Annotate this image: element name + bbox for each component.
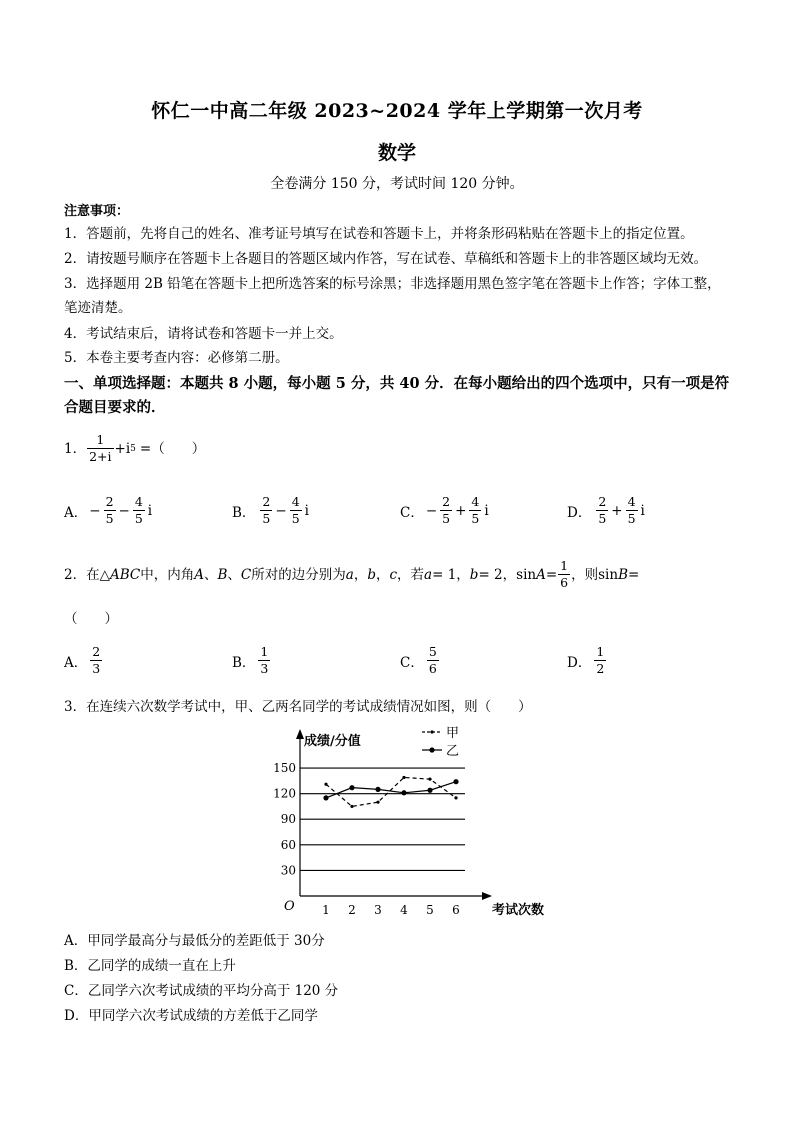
option-label: B． — [232, 504, 256, 521]
q2-fraction — [558, 558, 570, 591]
frac-den: 5 — [105, 511, 114, 526]
x-tick-label: 4 — [400, 903, 408, 917]
frac-den: 5 — [471, 511, 480, 526]
option-sign: − — [118, 502, 130, 519]
q1-option-a[interactable] — [64, 494, 152, 527]
option-fraction — [626, 494, 638, 527]
option-label: D． — [567, 504, 592, 521]
q2-text: 、 — [227, 566, 241, 583]
legend-marker — [429, 747, 434, 752]
chart-legend — [422, 726, 459, 759]
q1-option-b[interactable] — [232, 494, 309, 527]
option-unit: i — [484, 502, 489, 519]
chart-series — [323, 776, 458, 808]
note-item: 4．考试结束后，请将试卷和答题卡一并上交。 — [64, 326, 343, 342]
q2-text: = — [627, 566, 640, 583]
frac-den: 3 — [260, 661, 269, 676]
series-yi-point — [323, 795, 328, 800]
q3-option-b[interactable]: B．乙同学的成绩一直在上升 — [64, 958, 236, 974]
y-tick-labels — [273, 761, 296, 877]
q2-text: = 2，sin — [478, 566, 537, 583]
option-fraction — [290, 494, 302, 527]
series-jia-point — [324, 783, 327, 786]
option-sign: − — [275, 502, 287, 519]
question-2 — [64, 558, 639, 591]
q2-text: 2．在△ — [64, 566, 110, 583]
frac-den: 5 — [442, 511, 451, 526]
frac-num: 1 — [560, 558, 569, 573]
q2-var: b — [469, 566, 479, 583]
frac-den: 6 — [560, 575, 569, 590]
q1-frac-num: 1 — [87, 432, 113, 449]
exam-meta: 全卷满分 150 分，考试时间 120 分钟。 — [270, 176, 524, 192]
series-yi-point — [375, 787, 380, 792]
q2-text: 、 — [203, 566, 218, 583]
score-line-chart — [270, 724, 545, 924]
q2-var: A — [194, 566, 204, 583]
frac-num: 4 — [627, 494, 636, 509]
section-heading: 一、单项选择题：本题共 8 小题，每小题 5 分，共 40 分．在每小题给出的四个选项中，只有一项是符合题目要求的． — [64, 375, 730, 416]
question-1 — [64, 432, 205, 465]
q2-blank: （ ） — [64, 611, 118, 627]
frac-den: 5 — [291, 511, 300, 526]
y-tick-label: 30 — [280, 863, 296, 878]
q3-option-d[interactable]: D．甲同学六次考试成绩的方差低于乙同学 — [64, 1008, 318, 1024]
series-yi-point — [401, 790, 406, 795]
exam-title: 怀仁一中高二年级 2023~2024 学年上学期第一次月考 — [151, 100, 643, 122]
option-label: B． — [232, 654, 256, 671]
notes-heading: 注意事项： — [64, 204, 130, 219]
x-tick-label: 2 — [348, 903, 356, 917]
legend-marker — [430, 730, 433, 733]
q1-plus: +i — [114, 440, 131, 457]
option-fraction — [440, 494, 452, 527]
legend-label: 乙 — [446, 744, 460, 759]
option-fraction — [427, 644, 439, 677]
q2-text: = — [545, 566, 558, 583]
series-jia-point — [376, 801, 379, 804]
q1-tail: =（ ） — [139, 440, 206, 457]
note-item: 1．答题前，先将自己的姓名、准考证号填写在试卷和答题卡上，并将条形码粘贴在答题卡上的指定位置。 — [64, 226, 694, 242]
x-axis-label: 考试次数 — [492, 903, 545, 918]
x-tick-labels — [322, 903, 460, 917]
option-fraction — [596, 494, 608, 527]
frac-num: 2 — [262, 494, 271, 509]
frac-den: 5 — [598, 511, 607, 526]
note-item: 3．选择题用 2B 铅笔在答题卡上把所选答案的标号涂黑；非选择题用黑色签字笔在答题卡上作答；字体工整，笔迹清楚。 — [64, 276, 721, 316]
q2-var: a — [424, 566, 433, 583]
q1-option-d[interactable] — [567, 494, 645, 527]
option-fraction — [469, 494, 481, 527]
frac-num: 2 — [598, 494, 607, 509]
x-tick-label: 1 — [322, 903, 330, 917]
frac-num: 5 — [428, 644, 437, 659]
y-axis-arrow — [296, 729, 304, 739]
question-3: 3．在连续六次数学考试中，甲、乙两名同学的考试成绩情况如图，则（ ） — [64, 699, 532, 715]
option-label: C． — [400, 504, 424, 521]
series-jia-point — [350, 805, 353, 808]
frac-den: 2 — [596, 661, 605, 676]
option-sign: + — [611, 502, 623, 519]
x-tick-label: 6 — [452, 903, 460, 917]
note-item: 5．本卷主要考查内容：必修第二册。 — [64, 350, 289, 366]
q2-text: ，则sin — [571, 566, 619, 583]
series-jia-line — [326, 777, 456, 806]
option-fraction — [258, 644, 270, 677]
q2-var: B — [618, 566, 628, 583]
q2-text: ， — [353, 566, 368, 583]
q2-text: = 1， — [432, 566, 470, 583]
q2-var: a — [345, 566, 354, 583]
y-tick-label: 90 — [280, 812, 296, 827]
frac-num: 4 — [291, 494, 300, 509]
option-fraction — [133, 494, 145, 527]
y-tick-label: 60 — [280, 837, 296, 852]
q2-text: ， — [375, 566, 390, 583]
option-label: A． — [64, 504, 88, 521]
frac-den: 5 — [627, 511, 636, 526]
option-fraction — [90, 644, 102, 677]
frac-num: 2 — [442, 494, 451, 509]
frac-num: 4 — [471, 494, 480, 509]
option-label: D． — [567, 654, 592, 671]
option-unit: i — [640, 502, 645, 519]
q2-var: B — [217, 566, 228, 583]
q2-var: ABC — [109, 566, 141, 583]
q2-option-c[interactable] — [400, 644, 440, 677]
option-unit: i — [304, 502, 309, 519]
option-sign: − — [425, 502, 438, 519]
x-tick-label: 3 — [374, 903, 382, 917]
exam-subject: 数学 — [377, 142, 416, 164]
q2-var: c — [389, 566, 398, 583]
option-fraction — [594, 644, 606, 677]
q1-exp: 5 — [130, 443, 136, 454]
q2-text: 所对的边分别为 — [251, 566, 346, 583]
option-sign: − — [89, 502, 101, 519]
q2-var: C — [240, 566, 252, 583]
series-jia-point — [454, 796, 457, 799]
frac-num: 1 — [260, 644, 269, 659]
option-unit: i — [147, 502, 153, 519]
option-fraction — [260, 494, 272, 527]
q2-text: 中，内角 — [140, 566, 195, 583]
option-fraction — [104, 494, 116, 527]
frac-num: 4 — [134, 494, 143, 509]
frac-den: 3 — [92, 661, 101, 676]
frac-num: 2 — [92, 644, 101, 659]
option-label: A． — [64, 654, 88, 671]
q3-option-c[interactable]: C．乙同学六次考试成绩的平均分高于 120 分 — [64, 983, 339, 999]
q2-option-b[interactable] — [232, 644, 271, 677]
q1-option-c[interactable] — [400, 494, 489, 527]
q2-var: b — [367, 566, 376, 583]
frac-num: 1 — [596, 644, 605, 659]
legend-label: 甲 — [446, 726, 460, 741]
frac-den: 5 — [134, 511, 143, 526]
x-axis-arrow — [482, 892, 492, 900]
x-tick-label: 5 — [426, 903, 434, 917]
q3-option-a[interactable]: A．甲同学最高分与最低分的差距低于 30分 — [64, 933, 325, 949]
y-axis-label: 成绩/分值 — [304, 734, 361, 749]
series-yi-point — [427, 788, 432, 793]
q2-option-d[interactable] — [567, 644, 607, 677]
q1-frac-den: 2+i — [89, 449, 112, 464]
q1-number: 1． — [64, 440, 87, 457]
option-sign: + — [455, 502, 467, 519]
q2-option-a[interactable] — [64, 644, 103, 677]
series-yi-point — [453, 779, 458, 784]
origin-label: O — [284, 899, 295, 914]
series-yi-point — [349, 785, 354, 790]
y-tick-label: 150 — [273, 761, 296, 776]
y-tick-label: 120 — [273, 786, 296, 801]
series-jia-point — [428, 778, 431, 781]
option-label: C． — [400, 654, 424, 671]
note-item: 2．请按题号顺序在答题卡上各题目的答题区域内作答，写在试卷、草稿纸和答题卡上的非答题区域均无效。 — [64, 251, 708, 267]
q2-var: A — [536, 566, 546, 583]
q2-text: ，若 — [397, 566, 425, 583]
series-jia-point — [402, 776, 405, 779]
q1-fraction — [87, 432, 113, 465]
frac-den: 5 — [262, 511, 271, 526]
frac-den: 6 — [428, 661, 437, 676]
frac-num: 2 — [105, 494, 114, 509]
